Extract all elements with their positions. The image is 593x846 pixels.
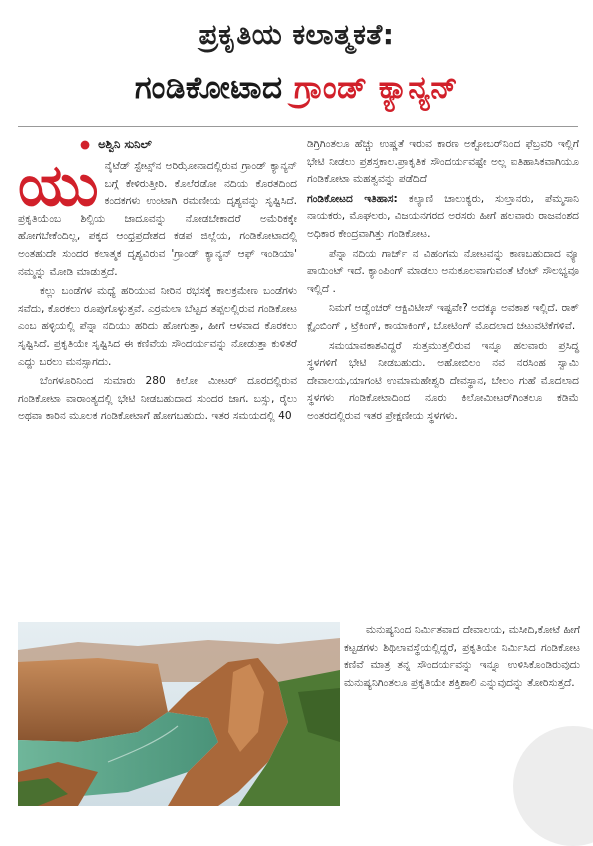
article-paragraph: ಕಲ್ಲು ಬಂಡೆಗಳ ಮಧ್ಯೆ ಹರಿಯುವ ನೀರಿನ ರಭಸಕ್ಕೆ ಕಾಲಕ್ರಮೇಣ ಬಂಡೆಗಳು ಸವೆದು, ಕೊರಕಲು ರೂಪುಗೊಳ್ಳುತ್ತವೆ. ಎರ್ರಮಲಾ ಬೆಟ್ಟದ ತಪ್ಪಲಲ್ಲಿರುವ ಗಂಡಿಕೋಟ ಎಂಬ ಹಳ್ಳಿಯಲ್ಲಿ ಪೆನ್ನಾ ನದಿಯು ಹರಿದು ಹೋಗುತ್ತಾ, ಹೀಗೆ ಆಳವಾದ ಕೊರಕಲು ಸೃಷ್ಟಿಸಿದೆ. ಪ್ರಕೃತಿಯೇ ಸೃಷ್ಟಿಸಿದ ಈ ಕಣಿವೆಯ ಸೌಂದರ್ಯವನ್ನು ನೋಡುತ್ತಾ ಕುಳಿತರೆ ಎದ್ದು ಬರಲು ಮನಸ್ಸಾಗದು. xyxy=(18,285,297,368)
red-bullet-icon: ● xyxy=(80,137,91,151)
byline xyxy=(80,136,297,154)
history-label: ಗಂಡಿಕೋಟದ ಇತಿಹಾಸ: xyxy=(307,192,398,205)
article-paragraph: ಮನುಷ್ಯನಿಂದ ನಿರ್ಮಿತವಾದ ದೇವಾಲಯ, ಮಸೀದಿ,ಕೋಟೆ ಹೀಗೆ ಕಟ್ಟಡಗಳು ಶಿಥಿಲಾವಸ್ಥೆಯಲ್ಲಿದ್ದರೆ, ಪ್ರಕೃತಿಯೇ ನಿರ್ಮಿಸಿದ ಗಂಡಿಕೋಟ ಕಣಿವೆ ಮಾತ್ರ ತನ್ನ ಸೌಂದರ್ಯವನ್ನು ಇನ್ನೂ ಉಳಿಸಿಕೊಂಡಿರುವುದು ಮನುಷ್ಯನಿಗಿಂತಲೂ ಪ್ರಕೃತಿಯೇ ಶಕ್ತಿಶಾಲಿ ಎನ್ನುವುದನ್ನು ತೋರಿಸುತ್ತದೆ. xyxy=(344,624,580,689)
left-column xyxy=(18,136,297,426)
article-paragraph: ಸಮಯಾವಕಾಶವಿದ್ದರೆ ಸುತ್ತಮುತ್ತಲಿರುವ ಇನ್ನೂ ಹಲವಾರು ಪ್ರಸಿದ್ಧ ಸ್ಥಳಗಳಿಗೆ ಭೇಟಿ ನೀಡಬಹುದು. ಅಹೋಬಿಲಂ ನವ ನರಸಿಂಹ ಸ್ವಾಮಿ ದೇವಾಲಯ,ಯಾಗಂಟಿ ಉಮಾಮಹೇಶ್ವರಿ ದೇವಸ್ಥಾನ, ಬೇಲಂ ಗುಹೆ ಮೊದಲಾದ ಸ್ಥಳಗಳು ಗಂಡಿಕೋಟಾದಿಂದ ನೂರು ಕಿಲೋಮೀಟರ್‌ಗಿಂತಲೂ ಕಡಿಮೆ ಅಂತರದಲ್ಲಿರುವ ಇತರ ಪ್ರೇಕ್ಷಣೀಯ ಸ್ಥಳಗಳು. xyxy=(307,339,579,422)
closing-paragraph-block xyxy=(344,622,580,692)
article-paragraph: ಪೆನ್ನಾ ನದಿಯ ಗಾರ್ಜ್ ನ ವಿಹಂಗಮ ನೋಟವನ್ನು ಕಾಣಬಹುದಾದ ವ್ಯೂ ಪಾಯಿಂಟ್ ಇದೆ. ಕ್ಯಾಂಪಿಂಗ್ ಮಾಡಲು ಅನುಕೂಲವಾಗುವಂತೆ ಟೆಂಟ್ ಸೌಲಭ್ಯವೂ ಇಲ್ಲಿದೆ . xyxy=(307,247,579,295)
article-paragraph: ನಿಮಗೆ ಅಡ್ವೆಂಚರ್ ಆಕ್ಟಿವಿಟೀಸ್ ಇಷ್ಟವೇ? ಅದಕ್ಕೂ ಅವಕಾಶ ಇಲ್ಲಿದೆ. ರಾಕ್ ಕ್ಲೈಂಬಿಂಗ್ , ಟ್ರೆಕಿಂಗ್, ಕಾಯಾಕಿಂಗ್, ಬೋಟಿಂಗ್ ಮೊದಲಾದ ಚಟುವಟಿಕೆಗಳಿವೆ. xyxy=(307,302,579,332)
canyon-photo-illustration xyxy=(18,622,340,806)
corner-decoration xyxy=(513,726,593,846)
article-paragraph: ಡಿಗ್ರಿಗಿಂತಲೂ ಹೆಚ್ಚು ಉಷ್ಣತೆ ಇರುವ ಕಾರಣ ಅಕ್ಟೋಬರ್‌ನಿಂದ ಫೆಬ್ರವರಿ ಇಲ್ಲಿಗೆ ಭೇಟಿ ನೀಡಲು ಪ್ರಶಸ್ತಕಾಲ.ಪ್ರಾಕೃತಿಕ ಸೌಂದರ್ಯವಷ್ಟೇ ಅಲ್ಲ ಐತಿಹಾಸಿಕವಾಗಿಯೂ ಗಂಡಿಕೋಟಾ ಮಹತ್ವವನ್ನು ಪಡೆದಿದೆ xyxy=(307,138,579,186)
headline-line-2-prefix: ಗಂಡಿಕೋಟಾದ xyxy=(134,70,294,106)
headline-line-2 xyxy=(0,70,593,107)
article-paragraph xyxy=(18,151,297,281)
author-name: ಅಶ್ವಿನಿ ಸುನಿಲ್ xyxy=(98,137,152,151)
history-paragraph xyxy=(307,191,579,244)
canyon-photo xyxy=(18,622,340,806)
headline-accent: ಗ್ರಾಂಡ್ ಕ್ಯಾನ್ಯನ್ xyxy=(293,70,459,106)
paragraph-text: ಕಲ್ಯಾಣಿ ಚಾಲುಕ್ಯರು, ಸುಲ್ತಾನರು, ಪೆಮ್ಮಸಾನಿ ನಾಯಕರು, ಮೊಘಲರು, ವಿಜಯನಗರದ ಅರಸರು ಹೀಗೆ ಹಲವಾರು ರಾಜವಂಶದ ಅಧಿಕಾರ ಕೇಂದ್ರವಾಗಿತ್ತು ಗಂಡಿಕೋಟ. xyxy=(307,192,579,240)
headline-line-1: ಪ್ರಕೃತಿಯ ಕಲಾತ್ಮಕತೆ: xyxy=(198,18,395,51)
paragraph-text: ನೈಟೆಡ್ ಸ್ಟೇಟ್ಸ್‌ನ ಅರಿಝೋನಾದಲ್ಲಿರುವ ಗ್ರಾಂಡ್ ಕ್ಯಾನ್ಯನ್ ಬಗ್ಗೆ ಕೇಳಿರುತ್ತೀರಿ. ಕೊಲೆರಡೋ ನದಿಯ ಕೊರತದಿಂದ ಕಂದಕಗಳು ಉಂಟಾಗಿ ರಮಣೀಯ ದೃಶ್ಯವನ್ನು ಸೃಷ್ಟಿಸಿದೆ. ಪ್ರಕೃತಿಯೆಂಬ ಶಿಲ್ಪಿಯ ಜಾದೂವನ್ನು ನೋಡಬೇಕಾದರೆ ಅಮೆರಿಕಕ್ಕೇ ಹೋಗಬೇಕೆಂದಿಲ್ಲ, ಪಕ್ಕದ ಆಂಧ್ರಪ್ರದೇಶದ ಕಡಪ ಜಿಲ್ಲೆಯ, ಗಂಡಿಕೋಟಾದಲ್ಲಿ ಅಂತಹುದೇ ಸುಂದರ ಕಲಾತ್ಮಕ ದೃಶ್ಯವಿರುವ 'ಗ್ರಾಂಡ್ ಕ್ಯಾನ್ಯನ್ ಆಫ್ ಇಂಡಿಯಾ' ನಮ್ಮನ್ನು ಮೋಡಿ ಮಾಡುತ್ತದೆ. xyxy=(18,160,297,278)
headline-divider xyxy=(18,126,578,127)
right-column xyxy=(307,136,579,426)
drop-cap: ಯು xyxy=(18,151,99,219)
article-paragraph: ಬೆಂಗಳೂರಿನಿಂದ ಸುಮಾರು 280 ಕಿಲೋ ಮೀಟರ್ ದೂರದಲ್ಲಿರುವ ಗಂಡಿಕೋಟಾ ವಾರಾಂತ್ಯದಲ್ಲಿ ಭೇಟಿ ನೀಡಬಹುದಾದ ಸುಂದರ ಜಾಗ. ಬಸ್ಸು, ರೈಲು ಅಥವಾ ಕಾರಿನ ಮೂಲಕ ಗಂಡಿಕೋಟಾಗೆ ಹೋಗಬಹುದು. ಇತರ ಸಮಯದಲ್ಲಿ 40 xyxy=(18,375,297,423)
